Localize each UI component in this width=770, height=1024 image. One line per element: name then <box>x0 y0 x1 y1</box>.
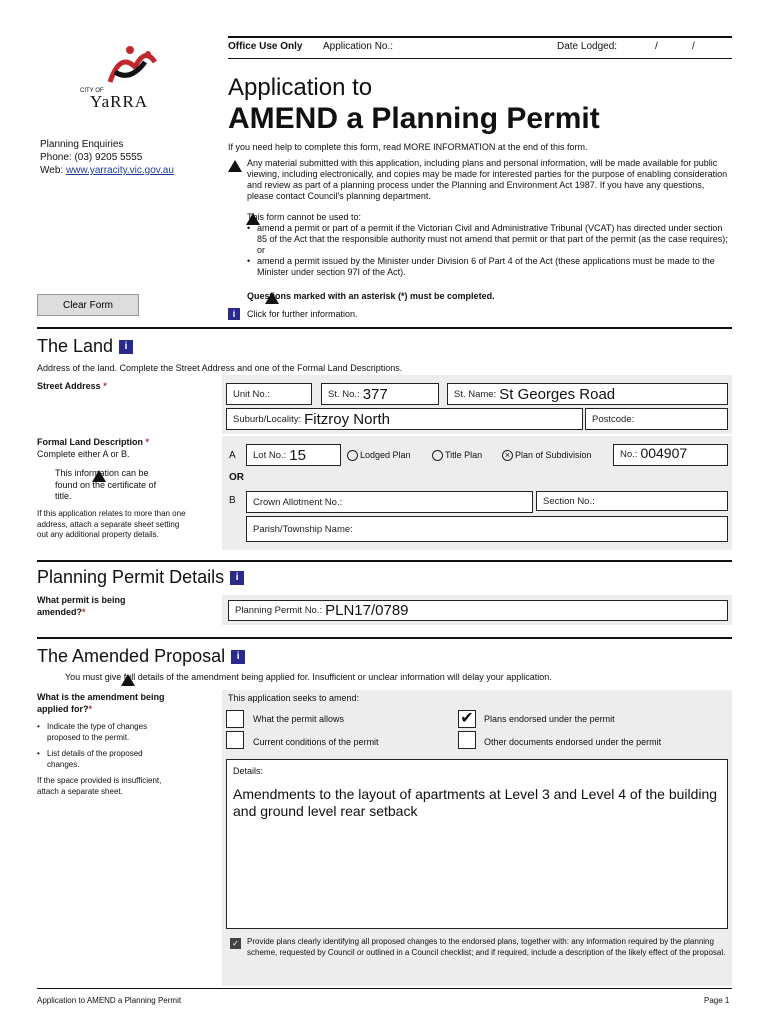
radio-icon <box>347 450 358 461</box>
required-asterisk: * <box>82 607 86 617</box>
radio-label: Title Plan <box>445 450 483 460</box>
field-value: St Georges Road <box>499 385 616 403</box>
info-note: Click for further information. <box>247 309 358 319</box>
radio-label: Plan of Subdivision <box>515 450 592 460</box>
field-label: St. No.: <box>328 388 360 400</box>
section-label: The Land <box>37 336 114 356</box>
logo-city-of: CITY OF <box>80 88 104 94</box>
radio-icon <box>432 450 443 461</box>
radio-label: Lodged Plan <box>360 450 411 460</box>
permit-no-field[interactable] <box>228 600 728 621</box>
field-label: Section No.: <box>543 495 595 507</box>
footer-title: Application to AMEND a Planning Permit <box>37 996 182 1005</box>
office-use-label: Office Use Only <box>228 41 303 52</box>
enquiries-label: Planning Enquiries <box>40 139 124 150</box>
clear-form-button[interactable]: Clear Form <box>37 294 139 316</box>
field-label: Details: <box>233 766 264 776</box>
field-label: Postcode: <box>592 413 635 425</box>
parish-field[interactable] <box>246 516 728 542</box>
plans-endorsed-checkbox[interactable]: ✔ <box>458 710 476 728</box>
formal-land-label <box>37 436 149 460</box>
section-title-land <box>37 336 133 357</box>
lodged-plan-radio[interactable] <box>347 450 411 461</box>
info-icon[interactable]: i <box>119 340 133 354</box>
title-line1: Application to <box>228 74 373 101</box>
info-icon[interactable]: i <box>231 650 245 664</box>
section-title-permit <box>37 567 244 588</box>
street-no-field[interactable] <box>321 383 439 405</box>
other-documents-checkbox[interactable] <box>458 731 476 749</box>
field-label: What permit is being amended? <box>37 595 126 617</box>
checkbox-label: What the permit allows <box>253 714 345 724</box>
permit-question <box>37 594 157 618</box>
details-value: Amendments to the layout of apartments at Level 3 and Level 4 of the building and ground level rear setback <box>233 786 718 819</box>
field-label: Planning Permit No.: <box>235 605 323 616</box>
web-label: Web: <box>40 165 66 176</box>
section-label: Planning Permit Details <box>37 567 225 587</box>
plan-no-field[interactable] <box>613 444 728 466</box>
plans-icon: ✓ <box>230 938 241 949</box>
land-intro: Address of the land. Complete the Street Address and one of the Formal Land Descriptions. <box>37 363 403 373</box>
checkbox-label: Other documents endorsed under the permit <box>484 737 662 747</box>
proposal-question <box>37 691 177 715</box>
required-asterisk: * <box>103 381 107 391</box>
street-address-label <box>37 381 107 391</box>
notice-intro: This form cannot be used to: <box>247 212 362 222</box>
option-a-label: A <box>229 450 236 461</box>
option-b-label: B <box>229 495 236 506</box>
postcode-field[interactable] <box>585 408 728 430</box>
plan-of-subdivision-radio[interactable] <box>502 450 592 461</box>
instruction-item: List details of the proposed changes. <box>47 749 143 769</box>
city-logo-icon <box>100 42 160 92</box>
field-label: Street Address <box>37 381 101 391</box>
what-permit-allows-checkbox[interactable] <box>226 710 244 728</box>
unit-no-field[interactable] <box>226 383 312 405</box>
notice-bullet: amend a permit issued by the Minister under Division 6 of Part 4 of the Act (these applications must be made to the Minister under section 97I of the Act). <box>257 256 715 277</box>
phone-number: Phone: (03) 9205 5555 <box>40 152 143 163</box>
multi-address-note: If this application relates to more than one address, attach a separate sheet setting out any additional property details. <box>37 509 186 539</box>
proposal-warning: You must give full details of the amendment being applied for. Insufficient or unclear information will delay your application. <box>65 672 552 682</box>
required-asterisk: * <box>88 704 93 714</box>
field-label: What is the amendment being applied for? <box>37 692 165 714</box>
application-no-label: Application No.: <box>323 41 394 52</box>
field-value: 15 <box>289 446 306 464</box>
help-text: If you need help to complete this form, read MORE INFORMATION at the end of this form. <box>228 142 588 152</box>
title-plan-radio[interactable] <box>432 450 482 461</box>
section-title-proposal <box>37 646 245 667</box>
page-number: Page 1 <box>704 996 730 1005</box>
field-value: 377 <box>362 385 388 403</box>
field-label: Suburb/Locality: <box>233 413 302 425</box>
bullet: • <box>37 722 40 731</box>
certificate-note: This information can be found on the certificate of title. <box>55 468 157 501</box>
notice-bullet: amend a permit or part of a permit if the Victorian Civil and Administrative Tribunal (VCAT) has directed under section 85 of the Act that the responsible authority must not amend that permit or that part of the permit (as the case requires); or <box>257 223 728 255</box>
notice-cannot-use <box>247 212 732 278</box>
warning-icon <box>228 160 242 172</box>
field-label: Formal Land Description <box>37 437 144 447</box>
bullet: • <box>247 256 251 266</box>
bullet: • <box>247 223 251 233</box>
field-label: No.: <box>620 449 638 460</box>
section-label: The Amended Proposal <box>37 646 226 666</box>
field-value: PLN17/0789 <box>325 602 409 619</box>
instruction-item: Indicate the type of changes proposed to the permit. <box>47 722 148 742</box>
formal-sub: Complete either A or B. <box>37 449 130 459</box>
logo-name: YaRRA <box>90 92 149 111</box>
plans-note: Provide plans clearly identifying all proposed changes to the endorsed plans, together with: any information required by the planning scheme, requested by Council or outlined in a Council checklist; and if required, include a description of the likely effect of the proposal. <box>247 937 726 957</box>
date-lodged-label: Date Lodged: <box>557 41 618 52</box>
or-label: OR <box>229 472 244 483</box>
street-name-field[interactable] <box>447 383 728 405</box>
current-conditions-checkbox[interactable] <box>226 731 244 749</box>
section-no-field[interactable] <box>536 491 728 511</box>
date-separator: / <box>692 41 695 52</box>
checkbox-label: Current conditions of the permit <box>253 737 379 747</box>
contact-block <box>40 138 174 177</box>
field-label: Crown Allotment No.: <box>253 496 343 508</box>
suburb-field[interactable] <box>226 408 583 430</box>
asterisk-note: Questions marked with an asterisk (*) must be completed. <box>247 291 495 301</box>
seeks-label: This application seeks to amend: <box>228 693 360 703</box>
required-asterisk: * <box>145 437 150 447</box>
page-title: AMEND a Planning Permit <box>228 102 600 135</box>
field-label: St. Name: <box>454 388 497 400</box>
crown-allotment-field[interactable] <box>246 491 533 513</box>
date-separator: / <box>655 41 658 52</box>
lot-no-field[interactable] <box>246 444 341 466</box>
field-value: 004907 <box>640 445 688 461</box>
radio-selected-icon: × <box>502 450 513 461</box>
space-note: If the space provided is insufficient, attach a separate sheet. <box>37 776 162 796</box>
info-icon[interactable]: i <box>230 571 244 585</box>
notice-public-viewing: Any material submitted with this application, including plans and personal information, will be made available for public viewing, including electronically, and copies may be made for interested parties for the purpose of enabling consideration and review as part of a planning process under the Planning and Environment Act 1987. If you have any questions, please contact Council's planning department. <box>247 158 728 201</box>
proposal-instructions <box>37 722 177 797</box>
details-textarea[interactable] <box>226 759 728 929</box>
field-value: Fitzroy North <box>304 410 390 428</box>
checkbox-label: Plans endorsed under the permit <box>484 714 615 724</box>
field-label: Parish/Township Name: <box>253 523 353 535</box>
field-label: Lot No.: <box>253 449 287 461</box>
web-link[interactable]: www.yarracity.vic.gov.au <box>65 165 174 176</box>
bullet: • <box>37 749 40 758</box>
field-label: Unit No.: <box>233 388 270 400</box>
info-icon[interactable]: i <box>228 308 240 320</box>
